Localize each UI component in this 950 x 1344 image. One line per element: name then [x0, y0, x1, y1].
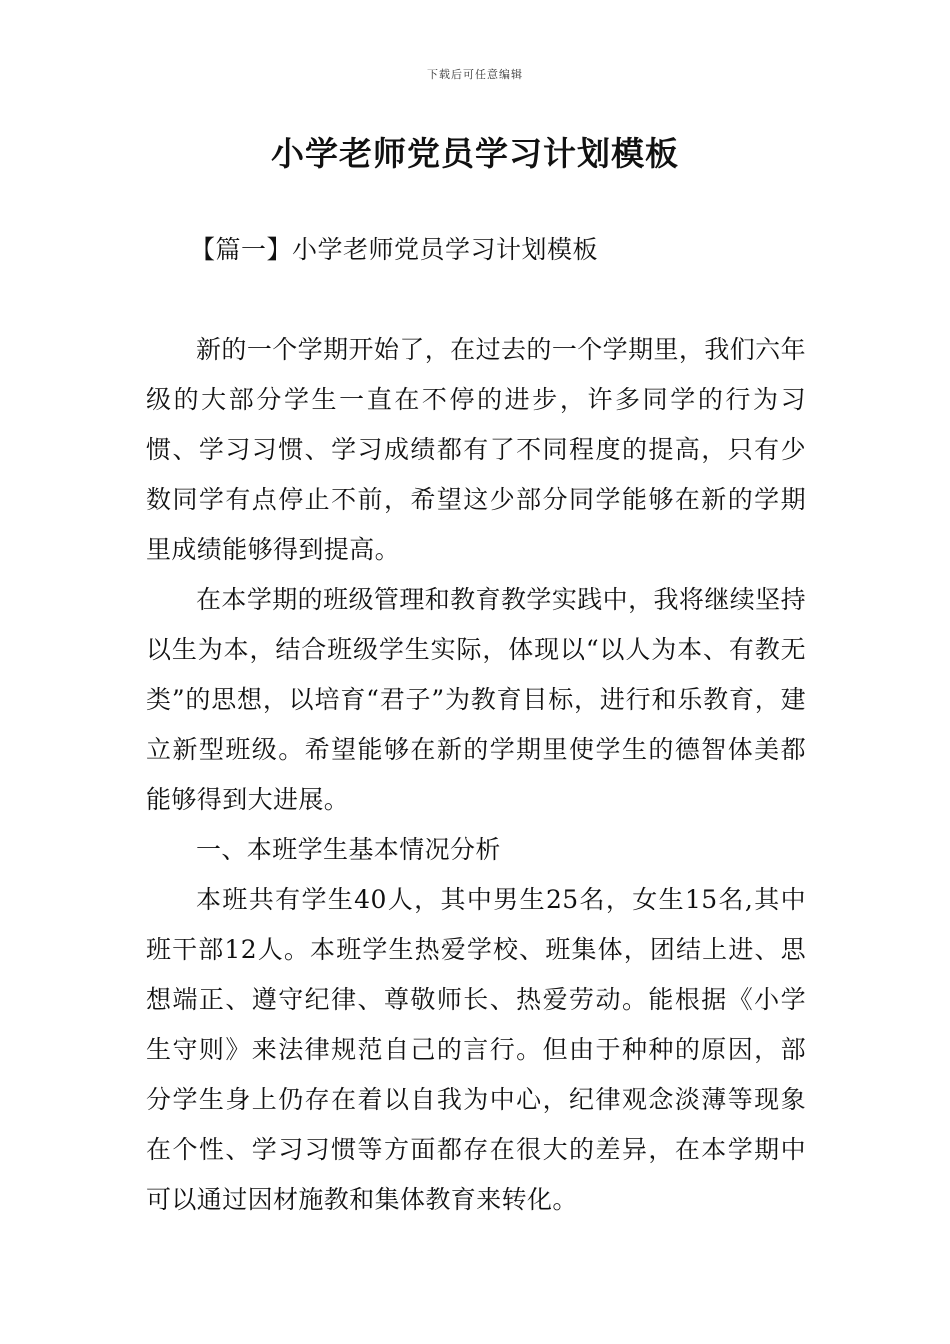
document-body — [146, 325, 806, 1225]
subheading-class-analysis: 一、本班学生基本情况分析 — [196, 835, 501, 864]
paragraph-class-analysis: 本班共有学生40人，其中男生25名，女生15名,其中班干部12人。本班学生热爱学校、班集体，团结上进、思想端正、遵守纪律、尊敬师长、热爱劳动。能根据《小学生守则》来法律规范自己的言行。但由于种种的原因，部分学生身上仍存在着以自我为中心，纪律观念淡薄等现象在个性、学习习惯等方面都存在很大的差异，在本学期中可以通过因材施教和集体教育来转化。 — [146, 885, 806, 1214]
paragraph-intro: 新的一个学期开始了，在过去的一个学期里，我们六年级的大部分学生一直在不停的进步，许多同学的行为习惯、学习习惯、学习成绩都有了不同程度的提高，只有少数同学有点停止不前，希望这少部分同学能够在新的学期里成绩能够得到提高。 — [146, 335, 806, 564]
document-title: 小学老师党员学习计划模板 — [271, 134, 679, 173]
header-note: 下载后可任意编辑 — [427, 68, 523, 81]
paragraph-plan: 在本学期的班级管理和教育教学实践中，我将继续坚持以生为本，结合班级学生实际，体现以“以人为本、有教无类”的思想，以培育“君子”为教育目标，进行和乐教育，建立新型班级。希望能够在新的学期里使学生的德智体美都能够得到大进展。 — [146, 585, 806, 814]
section-heading: 【篇一】小学老师党员学习计划模板 — [190, 235, 599, 264]
